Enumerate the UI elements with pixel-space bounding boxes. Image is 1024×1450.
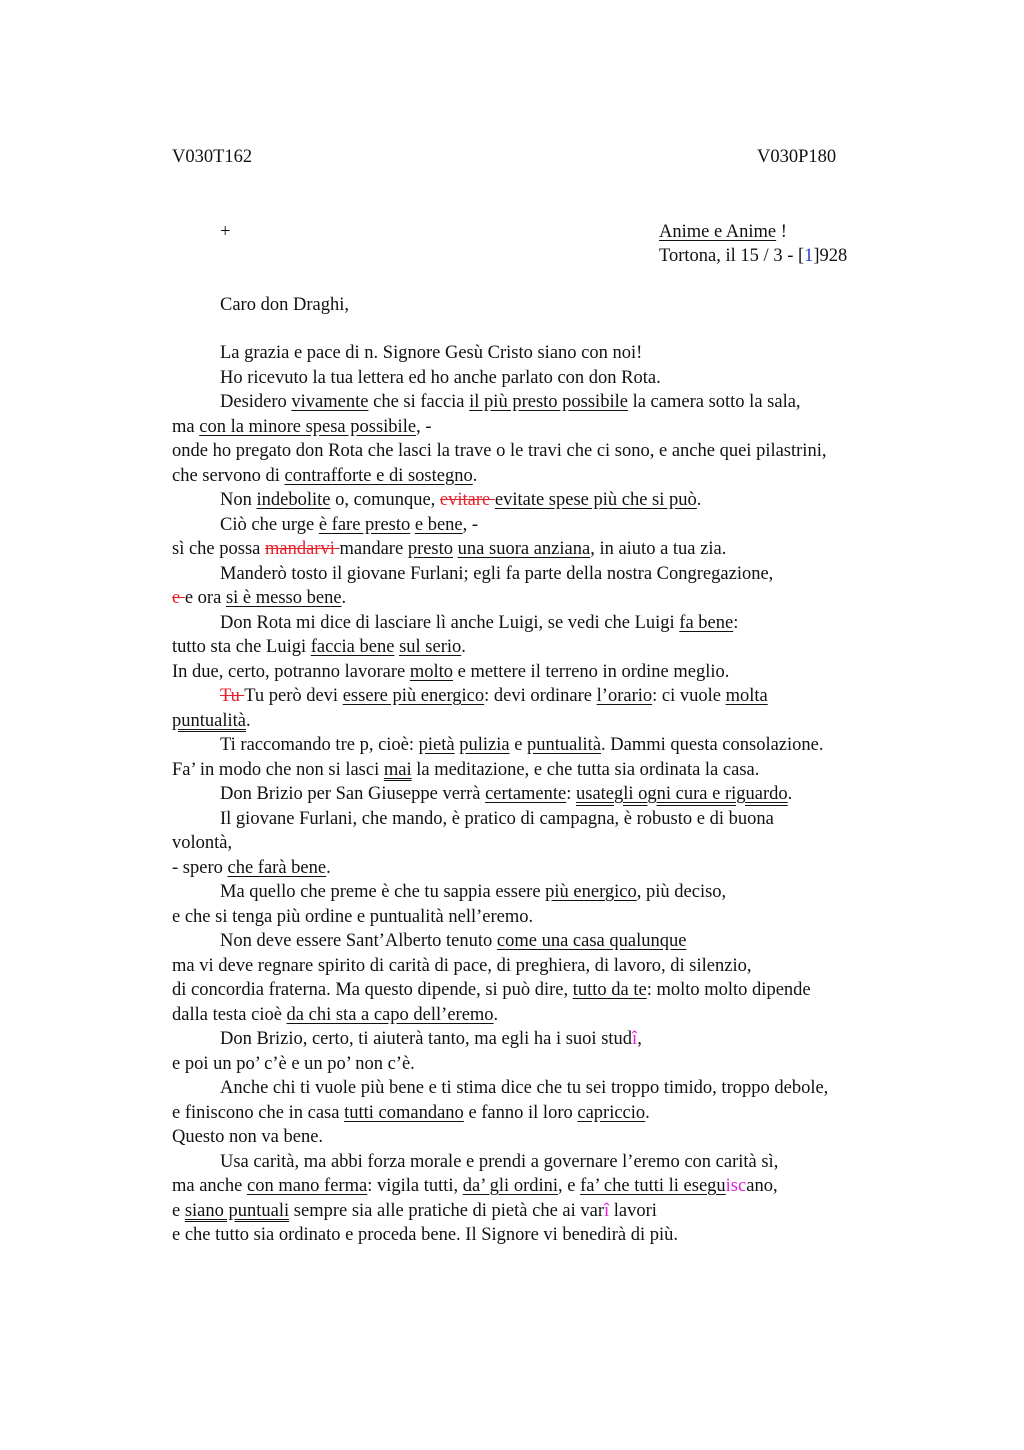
text-line	[172, 660, 912, 685]
text: e ora	[184, 588, 226, 608]
motto-exclamation: !	[776, 222, 787, 242]
text-line	[172, 733, 912, 758]
text-line	[172, 439, 912, 464]
underlined-text: come una casa qualunque	[496, 931, 687, 951]
text-line	[172, 856, 912, 881]
text: e finiscono che in casa	[172, 1102, 345, 1123]
deleted-text: mandarvi	[265, 539, 340, 559]
text: mandare	[339, 539, 408, 559]
double-underlined-text: puntualità	[172, 710, 246, 731]
text-line	[172, 1223, 912, 1248]
text: Don Brizio per San Giuseppe verrà	[220, 784, 486, 804]
text-line	[172, 929, 912, 954]
text-line	[172, 611, 912, 636]
text: la meditazione, e che tutta sia ordinata la casa.	[411, 759, 760, 780]
text-line	[172, 1052, 912, 1077]
text: ma	[172, 416, 200, 437]
editorial-correction: î	[604, 1200, 610, 1221]
double-underlined-text: mai	[383, 759, 412, 780]
text-line	[172, 954, 912, 979]
text: di concordia fraterna. Ma questo dipende, si può dire,	[172, 980, 573, 1000]
text: Ti raccomando tre p, cioè:	[220, 735, 419, 755]
underlined-text: pietà	[418, 735, 455, 755]
text: Questo non va bene.	[172, 1127, 324, 1147]
text: Don Rota mi dice di lasciare lì anche Luigi, se vedi che Luigi	[220, 612, 680, 633]
double-underlined-text: usategli ogni cura e riguardo	[576, 784, 788, 804]
underlined-text: che farà bene	[227, 857, 327, 878]
text: : vigila tutti,	[367, 1176, 463, 1196]
letter-body	[172, 341, 912, 1248]
text: .	[493, 1004, 499, 1025]
text: :	[566, 784, 576, 804]
underlined-text: tutto da te	[572, 980, 647, 1000]
underlined-text: presto	[407, 539, 454, 559]
underlined-text: essere più energico	[342, 686, 485, 706]
text: : molto molto dipende	[646, 980, 811, 1000]
text: Desidero	[220, 392, 292, 412]
text: ,	[637, 1029, 642, 1049]
underlined-text: contrafforte e di sostegno	[284, 465, 473, 486]
text: Non	[220, 490, 257, 510]
underlined-text: fa’ che tutti li esegu	[580, 1176, 726, 1196]
underlined-text: sul serio	[399, 637, 462, 657]
text-line	[172, 537, 912, 562]
underlined-text: più energico	[545, 882, 637, 902]
motto	[659, 220, 787, 244]
text-line	[172, 464, 912, 489]
text: ,	[772, 1176, 778, 1196]
text: , in aiuto a tua zia.	[590, 539, 727, 559]
text-line	[172, 1101, 912, 1126]
text-line	[172, 1027, 912, 1052]
text-line	[172, 782, 912, 807]
text: La grazia e pace di n. Signore Gesù Cristo siano con noi!	[220, 343, 643, 363]
underlined-text: capriccio	[577, 1102, 646, 1123]
underlined-text: si è messo bene	[225, 588, 342, 608]
underlined-text: tutti comandano	[344, 1102, 464, 1123]
text: .	[461, 637, 466, 657]
text: Non deve essere Sant’Alberto tenuto	[220, 931, 497, 951]
editorial-insertion: 1	[804, 246, 814, 266]
text: e che si tenga più ordine e puntualità nell’eremo.	[172, 906, 534, 927]
deleted-text: evitare	[439, 490, 495, 510]
cross-mark: +	[220, 222, 231, 242]
text-line	[172, 905, 912, 930]
motto-text: Anime e Anime	[659, 222, 777, 242]
underlined-text: molta	[725, 686, 768, 706]
text: e fanno il loro	[463, 1102, 578, 1123]
underlined-text: da’ gli ordini	[462, 1176, 559, 1196]
text: la camera sotto la sala,	[627, 392, 801, 412]
text: ano	[746, 1176, 773, 1196]
editorial-correction: î	[632, 1029, 638, 1049]
text: Fa’ in modo che non si lasci	[172, 759, 384, 780]
text: : devi ordinare	[484, 686, 597, 706]
text-line	[172, 488, 912, 513]
text: .	[645, 1102, 650, 1123]
underlined-text: da chi sta a capo dell’eremo	[286, 1004, 494, 1025]
underlined-text: puntualità	[527, 735, 602, 755]
text: Il giovane Furlani, che mando, è pratico di campagna, è robusto e di buona	[220, 808, 774, 829]
text-line	[172, 635, 912, 660]
text-line	[172, 390, 912, 415]
underlined-text: evitate spese più che si può	[494, 490, 697, 510]
underlined-text: l’orario	[596, 686, 653, 706]
underlined-text: fa bene	[679, 612, 734, 633]
underlined-text: indebolite	[256, 490, 331, 510]
text: e che tutto sia ordinato e proceda bene. Il Signore vi benedirà di più.	[172, 1225, 679, 1245]
text: e poi un po’ c’è e un po’ non c’è.	[172, 1053, 415, 1074]
text: :	[733, 612, 739, 633]
text-line	[172, 1125, 912, 1150]
text: Ma quello che preme è che tu sappia essere	[220, 882, 546, 902]
text-line	[172, 562, 912, 587]
text: . Dammi questa consolazione.	[601, 735, 824, 755]
text-line	[172, 1003, 912, 1028]
text: , e	[558, 1176, 581, 1196]
underlined-text: faccia bene	[310, 637, 395, 657]
text: .	[341, 588, 347, 608]
text-line	[172, 758, 912, 783]
place-date-part: ]928	[813, 246, 848, 266]
text: Tu però devi	[244, 686, 343, 706]
text: - spero	[172, 857, 228, 878]
text: Ho ricevuto la tua lettera ed ho anche parlato con don Rota.	[220, 367, 661, 388]
underlined-text: e bene	[414, 514, 463, 535]
text: e	[509, 735, 528, 755]
text: che si faccia	[368, 392, 470, 412]
text: e	[172, 1200, 185, 1221]
text-line	[172, 1150, 912, 1175]
underlined-text: con mano ferma	[247, 1176, 368, 1196]
document-code-right: V030P180	[757, 147, 837, 167]
text-line	[172, 1076, 912, 1101]
text: Ciò che urge	[220, 514, 319, 535]
underlined-text: è fare presto	[318, 514, 411, 535]
double-underlined-text: siano puntuali	[184, 1200, 290, 1221]
text: onde ho pregato don Rota che lasci la trave o le travi che ci sono, e anche quei pilastrini,	[172, 441, 827, 461]
text: Don Brizio, certo, ti aiuterà tanto, ma egli ha i suoi stud	[220, 1029, 633, 1049]
text-line	[172, 415, 912, 440]
text: o, comunque,	[330, 490, 440, 510]
text: .	[696, 490, 702, 510]
underlined-text: il più presto possibile	[469, 392, 628, 412]
text-line	[172, 831, 912, 856]
text-line	[172, 807, 912, 832]
text-line	[172, 684, 912, 709]
underlined-text: una suora anziana	[457, 539, 591, 559]
text-line	[172, 1174, 912, 1199]
text: .	[787, 784, 793, 804]
underlined-text: con la minore spesa possibile	[199, 416, 417, 437]
text: Manderò tosto il giovane Furlani; egli fa parte della nostra Congregazione,	[220, 563, 774, 584]
place-date-part: Tortona, il 15 / 3 - [	[659, 246, 805, 266]
deleted-text: e	[172, 588, 185, 608]
underlined-text: pulizia	[459, 735, 510, 755]
underlined-text: vivamente	[291, 392, 369, 412]
salutation: Caro don Draghi,	[220, 295, 349, 315]
text-line	[172, 513, 912, 538]
text: Usa carità, ma abbi forza morale e prendi a governare l’eremo con carità sì,	[220, 1151, 779, 1172]
text: .	[472, 465, 478, 486]
text-line	[172, 366, 912, 391]
editorial-correction: isc	[725, 1176, 747, 1196]
text: .	[245, 710, 251, 731]
text-line	[172, 586, 912, 611]
text-line	[172, 978, 912, 1003]
text: ma anche	[172, 1176, 247, 1196]
text-line	[172, 341, 912, 366]
text: In due, certo, potranno lavorare	[172, 661, 410, 682]
underlined-text: molto	[409, 661, 453, 682]
text: ma vi deve regnare spirito di carità di pace, di preghiera, di lavoro, di silenzio,	[172, 955, 752, 976]
text: .	[326, 857, 331, 878]
deleted-text: Tu	[220, 686, 245, 706]
text: : ci vuole	[652, 686, 726, 706]
text-line	[172, 1199, 912, 1224]
underlined-text: certamente	[485, 784, 567, 804]
place-date	[659, 244, 847, 268]
document-code-left: V030T162	[172, 147, 253, 167]
text: volontà,	[172, 833, 233, 853]
text: tutto sta che Luigi	[172, 637, 311, 657]
text: lavori	[609, 1200, 657, 1221]
text-line	[172, 709, 912, 734]
text: , -	[462, 514, 479, 535]
text: sì che possa	[172, 539, 265, 559]
text: sempre sia alle pratiche di pietà che ai var	[289, 1200, 605, 1221]
text: , più deciso,	[636, 882, 727, 902]
text: , -	[416, 416, 432, 437]
text-line	[172, 880, 912, 905]
text: che servono di	[172, 465, 285, 486]
text: Anche chi ti vuole più bene e ti stima dice che tu sei troppo timido, troppo debole,	[220, 1078, 829, 1098]
text: dalla testa cioè	[172, 1004, 287, 1025]
text: e mettere il terreno in ordine meglio.	[453, 661, 730, 682]
